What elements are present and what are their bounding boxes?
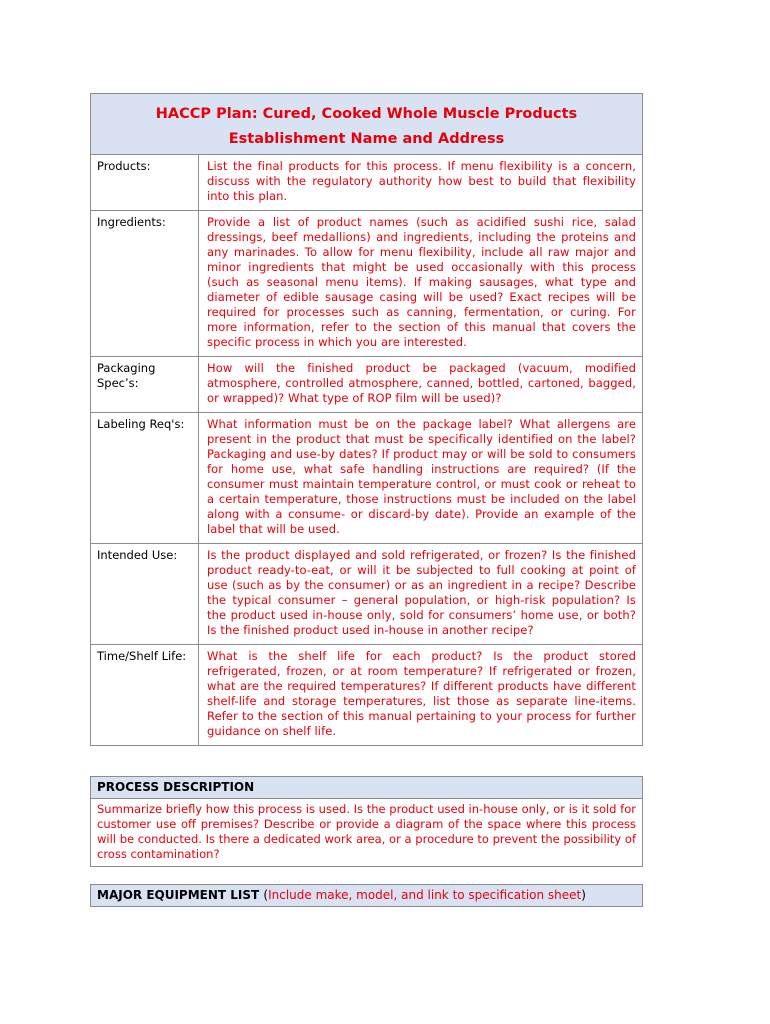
row-value-labeling: What information must be on the package label? What allergens are present in the product that must be specifically identified on the label? Packaging and use-by dates? If product may or will be sold to consumers for home use, what safe handling instructions are required? (If the consumer must maintain temperature control, or must cook or reheat to a certain temperature, those instructions must be included on the label along with a consume- or discard-by date). Provide an example of the label that will be used. — [199, 413, 643, 544]
row-label-packaging: Packaging Spec’s: — [91, 357, 199, 413]
row-value-shelf-life: What is the shelf life for each product? Is the product stored refrigerated, frozen, or at room temperature? If refrigerated or frozen, what are the required temperatures? If different products have different shelf-life and storage temperatures, list those as separate line-items. Refer to the section of this manual pertaining to your process for further guidance on shelf life. — [199, 645, 643, 746]
equipment-note: Include make, model, and link to specification sheet — [268, 888, 582, 902]
process-description-body: Summarize briefly how this process is used. Is the product used in-house only, or is it sold for customer use off premises? Describe or provide a diagram of the space where this process will be conducted. Is there a dedicated work area, or a procedure to prevent the possibility of cross contamination? — [91, 799, 643, 867]
row-value-ingredients: Provide a list of product names (such as acidified sushi rice, salad dressings, beef medallions) and ingredients, including the proteins and any marinades. To allow for menu flexibility, include all raw major and minor ingredients that might be used occasionally with this process (such as seasonal menu items). If making sausages, what type and diameter of edible sausage casing will be used? Exact recipes will be required for processes such as canning, fermentation, or curing. For more information, refer to the section of this manual that covers the specific process in which you are interested. — [199, 211, 643, 357]
equipment-open-paren: ( — [263, 888, 269, 902]
row-label-shelf-life: Time/Shelf Life: — [91, 645, 199, 746]
row-label-products: Products: — [91, 155, 199, 211]
row-value-intended-use: Is the product displayed and sold refrigerated, or frozen? Is the finished product ready-to-eat, or will it be subjected to full cooking at point of use (such as by the consumer) or as an ingredient in a recipe? Describe the typical consumer – general population, or high-risk population? Is the product used in-house only, sold for consumers’ home use, or both? Is the finished product used in-house in another recipe? — [199, 544, 643, 645]
table-row — [91, 413, 643, 544]
process-description-heading: PROCESS DESCRIPTION — [91, 777, 643, 799]
establishment-subtitle: Establishment Name and Address — [228, 131, 505, 147]
table-row — [91, 155, 643, 211]
row-label-intended-use: Intended Use: — [91, 544, 199, 645]
haccp-plan-table — [90, 93, 643, 746]
plan-title: HACCP Plan: Cured, Cooked Whole Muscle Products — [155, 106, 578, 122]
header-row — [91, 94, 643, 155]
row-label-labeling: Labeling Req's: — [91, 413, 199, 544]
table-header — [91, 94, 643, 155]
row-label-ingredients: Ingredients: — [91, 211, 199, 357]
equipment-list-table — [90, 884, 643, 907]
process-description-table — [90, 776, 643, 867]
table-row — [91, 357, 643, 413]
table-row — [91, 645, 643, 746]
equipment-heading-text: MAJOR EQUIPMENT LIST — [97, 888, 260, 902]
row-value-packaging: How will the finished product be packaged (vacuum, modified atmosphere, controlled atmosphere, canned, bottled, cartoned, bagged, or wrapped)? What type of ROP film will be used)? — [199, 357, 643, 413]
table-row — [91, 544, 643, 645]
table-row — [91, 211, 643, 357]
equipment-close-paren: ) — [581, 888, 586, 902]
row-value-products: List the final products for this process. If menu flexibility is a concern, discuss with the regulatory authority how best to build that flexibility into this plan. — [199, 155, 643, 211]
equipment-list-heading — [91, 885, 643, 907]
